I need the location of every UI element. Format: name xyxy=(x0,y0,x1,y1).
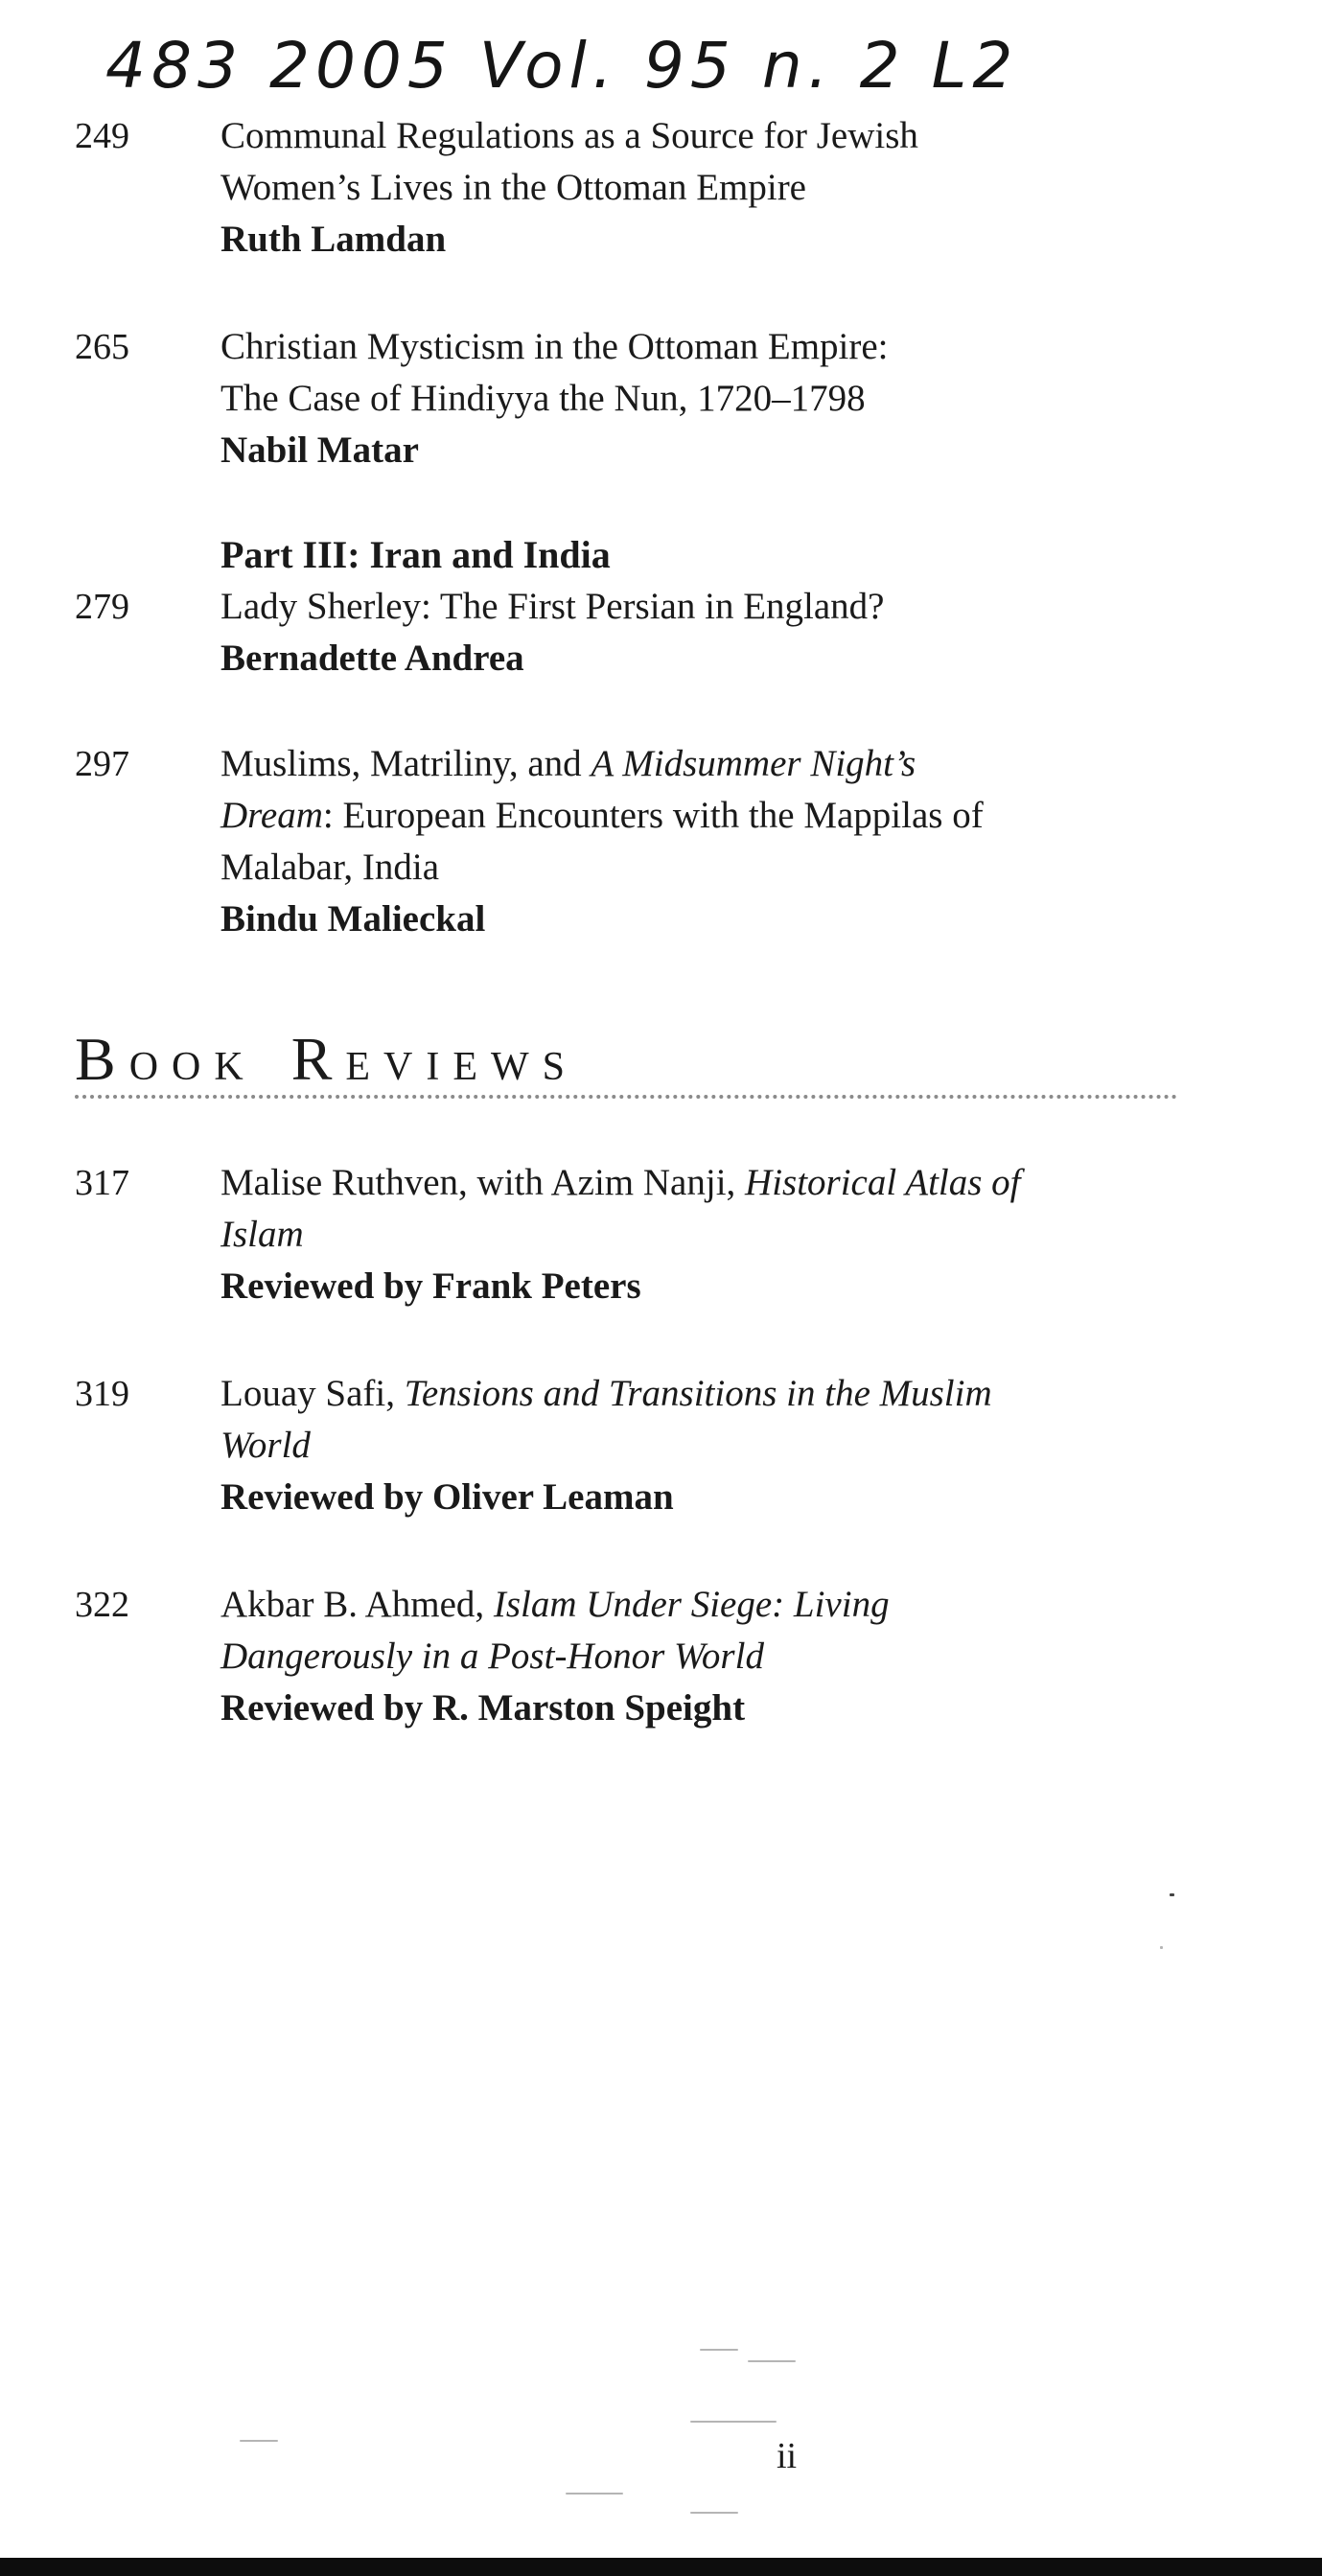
title-italic-text: Islam Under Siege: Living xyxy=(493,1584,890,1625)
article-author: Bindu Malieckal xyxy=(220,898,486,940)
article-title-line xyxy=(220,790,1198,842)
page-number: 249 xyxy=(75,116,129,156)
review-title-line: Islam xyxy=(220,1214,304,1255)
reviewer: Reviewed by Frank Peters xyxy=(220,1265,641,1307)
title-italic-text: Dream xyxy=(220,795,323,836)
title-italic-text: Tensions and Transitions in the Muslim xyxy=(404,1373,992,1414)
title-text: Louay Safi, xyxy=(220,1373,405,1414)
page-number: 265 xyxy=(75,327,129,367)
title-text: Malise Ruthven, with Azim Nanji, xyxy=(220,1162,746,1203)
article-title-line: The Case of Hindiyya the Nun, 1720–1798 xyxy=(220,378,866,419)
page-number: 317 xyxy=(75,1163,129,1203)
title-italic-text: Historical Atlas of xyxy=(745,1162,1021,1203)
scan-speck xyxy=(690,2512,738,2514)
reviewer: Reviewed by Oliver Leaman xyxy=(220,1476,674,1518)
handwritten-call-number: 483 2005 Vol. 95 n. 2 L2 xyxy=(105,29,1019,103)
scan-edge-bar xyxy=(0,2558,1322,2576)
review-title-line xyxy=(220,1579,1198,1631)
part-heading: Part III: Iran and India xyxy=(220,533,611,576)
article-title-line: Lady Sherley: The First Persian in England? xyxy=(220,586,885,627)
heading-initial: B xyxy=(75,1025,129,1093)
title-text: Muslims, Matriliny, and xyxy=(220,743,591,784)
scan-speck xyxy=(1160,1946,1163,1949)
title-text: Akbar B. Ahmed, xyxy=(220,1584,494,1625)
entry-text xyxy=(220,321,1198,476)
article-title-line: Women’s Lives in the Ottoman Empire xyxy=(220,167,806,208)
review-title-line xyxy=(220,1368,1198,1420)
review-title-line: Dangerously in a Post-Honor World xyxy=(220,1636,764,1677)
entry-text xyxy=(220,110,1198,266)
entry-text xyxy=(220,1157,1198,1312)
scan-speck xyxy=(1170,1893,1174,1896)
article-title-line: Christian Mysticism in the Ottoman Empire: xyxy=(220,326,889,367)
article-title-line: Malabar, India xyxy=(220,847,440,888)
entry-text xyxy=(220,1368,1198,1523)
page-number: 322 xyxy=(75,1585,129,1625)
heading-initial: R xyxy=(290,1025,346,1093)
review-title-line xyxy=(220,1157,1198,1209)
article-author: Ruth Lamdan xyxy=(220,219,447,260)
entry-text xyxy=(220,581,1198,685)
article-author: Nabil Matar xyxy=(220,429,419,471)
scan-speck xyxy=(240,2440,278,2442)
title-text: : European Encounters with the Mappilas of xyxy=(322,795,984,836)
article-author: Bernadette Andrea xyxy=(220,638,524,679)
scan-speck xyxy=(748,2360,796,2362)
book-reviews-heading xyxy=(75,1024,578,1095)
page-number: 279 xyxy=(75,587,129,627)
heading-rest: OOK xyxy=(128,1045,257,1089)
page-number: 297 xyxy=(75,744,129,784)
article-title-line: Communal Regulations as a Source for Jewish xyxy=(220,115,918,156)
title-italic-text: A Midsummer Night’s xyxy=(591,743,916,784)
part3-block xyxy=(220,529,1198,581)
page-folio: ii xyxy=(777,2436,798,2476)
dotted-divider xyxy=(75,1095,1177,1099)
scan-speck xyxy=(700,2349,738,2351)
reviewer: Reviewed by R. Marston Speight xyxy=(220,1687,746,1729)
review-title-line: World xyxy=(220,1425,311,1466)
entry-text xyxy=(220,1579,1198,1734)
page-number: 319 xyxy=(75,1374,129,1414)
heading-rest: EVIEWS xyxy=(345,1045,579,1089)
article-title-line xyxy=(220,738,1198,790)
scan-speck xyxy=(690,2421,777,2423)
scan-speck xyxy=(566,2493,623,2495)
entry-text xyxy=(220,738,1198,945)
